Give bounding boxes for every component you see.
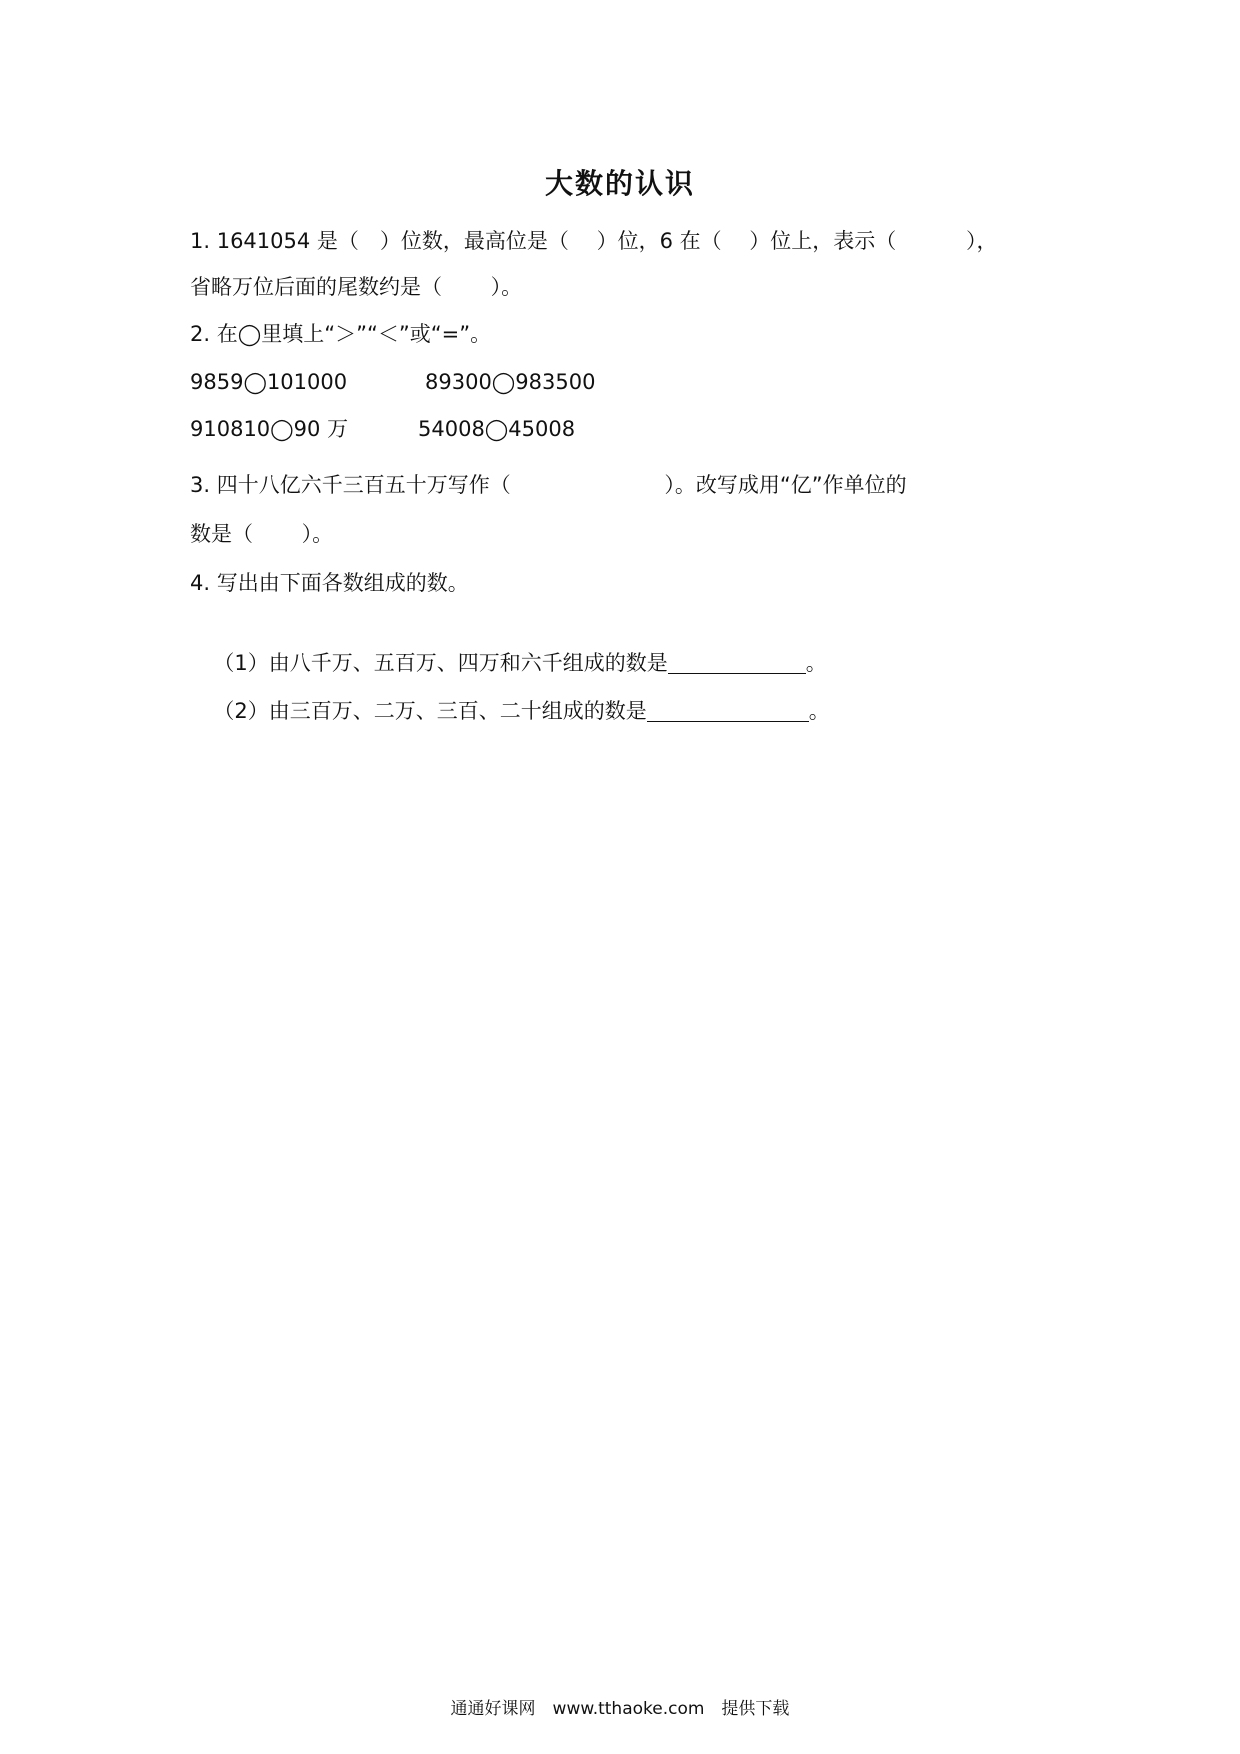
question-4-heading: 4. 写出由下面各数组成的数。 — [190, 571, 469, 595]
question-1-line-2: 省略万位后面的尾数约是（ ）。 — [190, 275, 523, 299]
question-4-item-2-text: （2）由三百万、二万、三百、二十组成的数是 — [213, 699, 647, 723]
question-3-line-2: 数是（ ）。 — [190, 522, 334, 546]
question-4-item-1-end: 。 — [805, 651, 827, 675]
question-4-item-2-end: 。 — [808, 699, 830, 723]
compare-item-d: 54008◯45008 — [418, 417, 576, 441]
question-3-line-1: 3. 四十八亿六千三百五十万写作（ ）。改写成用“亿”作单位的 — [190, 473, 907, 497]
compare-item-c: 910810◯90 万 — [190, 417, 349, 441]
question-2-heading: 2. 在◯里填上“＞”“＜”或“=”。 — [190, 322, 492, 346]
question-4-item-2 — [200, 666, 830, 726]
answer-blank-2[interactable] — [647, 699, 809, 722]
page-title: 大数的认识 — [544, 167, 695, 200]
footer-credit: 通通好课网 www.tthaoke.com 提供下载 — [450, 1699, 790, 1719]
question-4-item-1-text: （1）由八千万、五百万、四万和六千组成的数是 — [213, 651, 668, 675]
compare-item-a: 9859◯101000 — [190, 370, 348, 394]
question-1-line-1: 1. 1641054 是（ ）位数，最高位是（ ）位，6 在（ ）位上，表示（ ）， — [190, 229, 998, 253]
compare-item-b: 89300◯983500 — [425, 370, 596, 394]
